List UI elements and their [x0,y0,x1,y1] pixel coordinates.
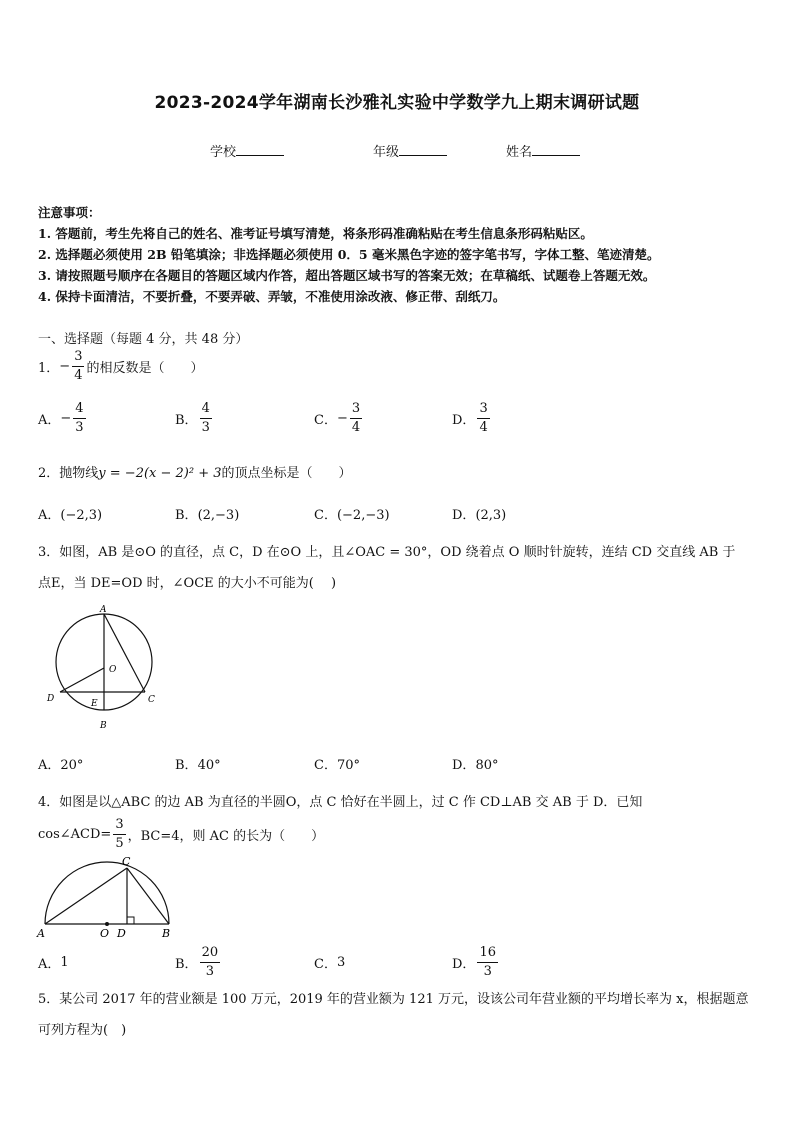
q4-option-c [314,942,345,982]
q2-option-d [452,504,506,523]
q4-semicircle-figure [34,852,184,944]
q1-option-a [38,398,88,438]
grade-blank [399,143,447,156]
q3-option-d [452,754,498,773]
section-heading: 一、选择题（每题 4 分，共 48 分） [38,332,249,347]
option-label: A． [38,508,61,523]
denominator: 3 [201,419,210,435]
label-o: O [109,665,117,675]
option-value: 80° [475,758,499,773]
segment-ac [45,868,127,924]
page-title: 2023-2024学年湖南长沙雅礼实验中学数学九上期末调研试题 [154,93,640,113]
label-b: B [162,927,171,940]
note-item: 4. 保持卡面清洁，不要折叠，不要弄破、弄皱，不准使用涂改液、修正带、刮纸刀。 [38,289,506,304]
q2-formula: y = −2(x − 2)² + 3 [98,466,222,481]
notes-heading: 注意事项： [38,205,101,220]
note-item: 3. 请按照题号顺序在各题目的答题区域内作答，超出答题区域书写的答案无效；在草稿纸、试题卷上答题无效。 [38,268,656,283]
q4-fraction [113,816,125,853]
note-item: 1. 答题前，考生先将自己的姓名、准考证号填写清楚，将条形码准确粘贴在考生信息条形码粘贴区。 [38,226,593,241]
q5-line-2: 可列方程为( ) [38,1023,127,1038]
denominator: 3 [75,419,84,435]
option-label: B． [175,412,198,428]
q4-option-b [175,942,222,982]
numerator: 4 [73,400,85,419]
q2-option-a [38,504,102,523]
q3-circle-figure [40,600,170,735]
q2-option-b [175,504,239,523]
q2-option-c [314,504,390,523]
label-d: D [47,694,55,704]
option-value: 1 [60,954,69,970]
q1-minus: − [59,358,71,374]
denominator: 3 [483,963,492,979]
option-label: D． [452,758,476,773]
name-blank [532,143,580,156]
option-value: 70° [336,758,360,773]
q1-option-d [452,398,492,438]
q4-denominator: 5 [115,835,124,851]
school-blank [236,143,284,156]
q4-numerator: 3 [113,816,125,835]
denominator: 3 [205,963,214,979]
center-point [105,922,109,926]
q3-option-c [314,754,360,773]
numerator: 3 [477,400,489,419]
option-label: D． [452,956,476,972]
label-a: A [37,927,45,940]
option-sign: − [336,410,348,426]
option-label: C． [314,956,337,972]
option-fraction [477,944,498,981]
q3-option-a [38,754,83,773]
numerator: 16 [477,944,498,963]
q1-option-b [175,398,214,438]
option-value: 20° [60,758,84,773]
denominator: 4 [351,419,361,435]
chord-ac [104,614,145,692]
q4-line-1: 4．如图是以△ABC 的边 AB 为直径的半圆O，点 C 恰好在半圆上，过 C 作 CD⊥AB 交 AB 于 D．已知 [38,795,643,810]
grade-field [373,141,447,160]
denominator: 4 [479,419,488,435]
note-item: 2. 选择题必须使用 2B 铅笔填涂；非选择题必须使用 0．5 毫米黑色字迹的签字笔书写，字体工整、笔迹清楚。 [38,247,660,262]
q2-text-before: 抛物线 [59,466,99,481]
label-d: D [117,927,126,940]
school-label: 学校 [210,145,237,160]
q4-line-2 [38,814,324,854]
label-c: C [148,695,155,705]
option-fraction [73,400,85,437]
segment-do [60,668,104,692]
q1-option-c [314,398,364,438]
option-label: B． [175,508,198,523]
option-label: D． [452,412,476,428]
label-a: A [100,605,107,615]
q2-text-after: 的顶点坐标是（ ） [221,466,352,481]
grade-label: 年级 [373,145,400,160]
option-label: B． [175,956,198,972]
numerator: 4 [200,400,212,419]
option-label: A． [38,412,61,428]
q4-option-d [452,942,500,982]
option-label: A． [38,758,61,773]
q2-number: 2． [38,466,60,481]
option-fraction [200,400,212,437]
q3-line-1: 3．如图，AB 是⊙O 的直径，点 C，D 在⊙O 上，且∠OAC = 30°，OD 绕着点 O 顺时针旋转，连结 CD 交直线 AB 于 [38,545,736,560]
q1-fraction [72,348,84,385]
q4-cos-prefix: cos∠ACD= [38,826,112,842]
option-fraction [350,400,362,437]
right-angle-mark [127,917,134,924]
option-label: D． [452,508,476,523]
option-value: (−2,−3) [336,508,390,523]
q3-option-b [175,754,221,773]
option-value: 40° [197,758,221,773]
q3-line-2: 点E，当 DE=OD 时，∠OCE 的大小不可能为( ) [38,576,337,591]
q5-line-1: 5．某公司 2017 年的营业额是 100 万元，2019 年的营业额为 121 万元，设该公司年营业额的平均增长率为 x，根据题意 [38,992,749,1007]
option-label: C． [314,508,337,523]
option-label: A． [38,956,61,972]
option-label: B． [175,758,198,773]
label-c: C [122,855,131,868]
option-value: (2,3) [475,508,507,523]
q4-rest: ，BC=4，则 AC 的长为（ ） [127,828,325,844]
option-value: (2,−3) [197,508,240,523]
q1-numerator: 3 [72,348,84,367]
name-label: 姓名 [506,145,533,160]
q1-number: 1． [38,360,60,376]
option-value: 3 [336,954,346,970]
q1-denominator: 4 [74,367,83,383]
school-field [210,141,284,160]
q4-option-a [38,942,69,982]
option-fraction [200,944,221,981]
option-sign: − [60,410,72,426]
numerator: 3 [350,400,362,419]
option-label: C． [314,412,337,428]
question-1 [38,346,203,386]
option-fraction [477,400,489,437]
name-field [506,141,580,160]
label-o: O [100,927,110,940]
question-2 [38,462,352,481]
semicircle [45,862,169,924]
label-e: E [91,699,98,709]
q1-text: 的相反数是（ ） [86,360,204,376]
label-b: B [100,721,107,731]
option-value: (−2,3) [60,508,103,523]
option-label: C． [314,758,337,773]
numerator: 20 [200,944,221,963]
